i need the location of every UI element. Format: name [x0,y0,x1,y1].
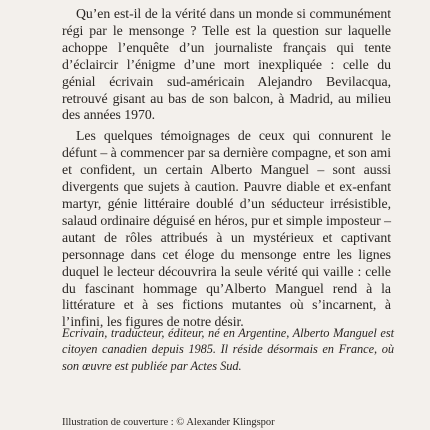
blurb [62,6,391,331]
cover-illustration-credit: Illustration de couverture : © Alexander Klingspor [62,417,275,428]
blurb-paragraph-1: Qu’en est-il de la vérité dans un monde si communément régi par le mensonge ? Telle est la question sur laquelle achoppe l’enquête d’un journaliste français qui tente d’éclaircir l’énigme d’une mort inexpliquée : celle du génial écrivain sud-américain Alejandro Bevilacqua, retrouvé gisant au bas de son balcon, à Madrid, au milieu des années 1970. [62,6,391,123]
author-bio: Ecrivain, traducteur, éditeur, né en Argentine, Alberto Manguel est citoyen canadien depuis 1985. Il réside désormais en France, où son œuvre est publiée par Actes Sud. [62,326,394,373]
blurb-paragraph-2: Les quelques témoignages de ceux qui connurent le défunt – à commencer par sa dernière compagne, et son ami et confident, un certain Alberto Manguel – sont aussi divergents que sujets à caution. Pauvre diable et ex-enfant martyr, génie littéraire doublé d’un séducteur irrésistible, salaud ordinaire déguisé en héros, pur et simple imposteur – autant de rôles attribués à un mystérieux et captivant personnage dans cet éloge du mensonge entre les lignes duquel le lecteur découvrira la seule vérité qui vaille : celle du fascinant hommage qu’Alberto Manguel rend à la littérature et à ses fictions mutantes où s’incarnent, à l’infini, les figures de notre désir. [62,128,391,330]
